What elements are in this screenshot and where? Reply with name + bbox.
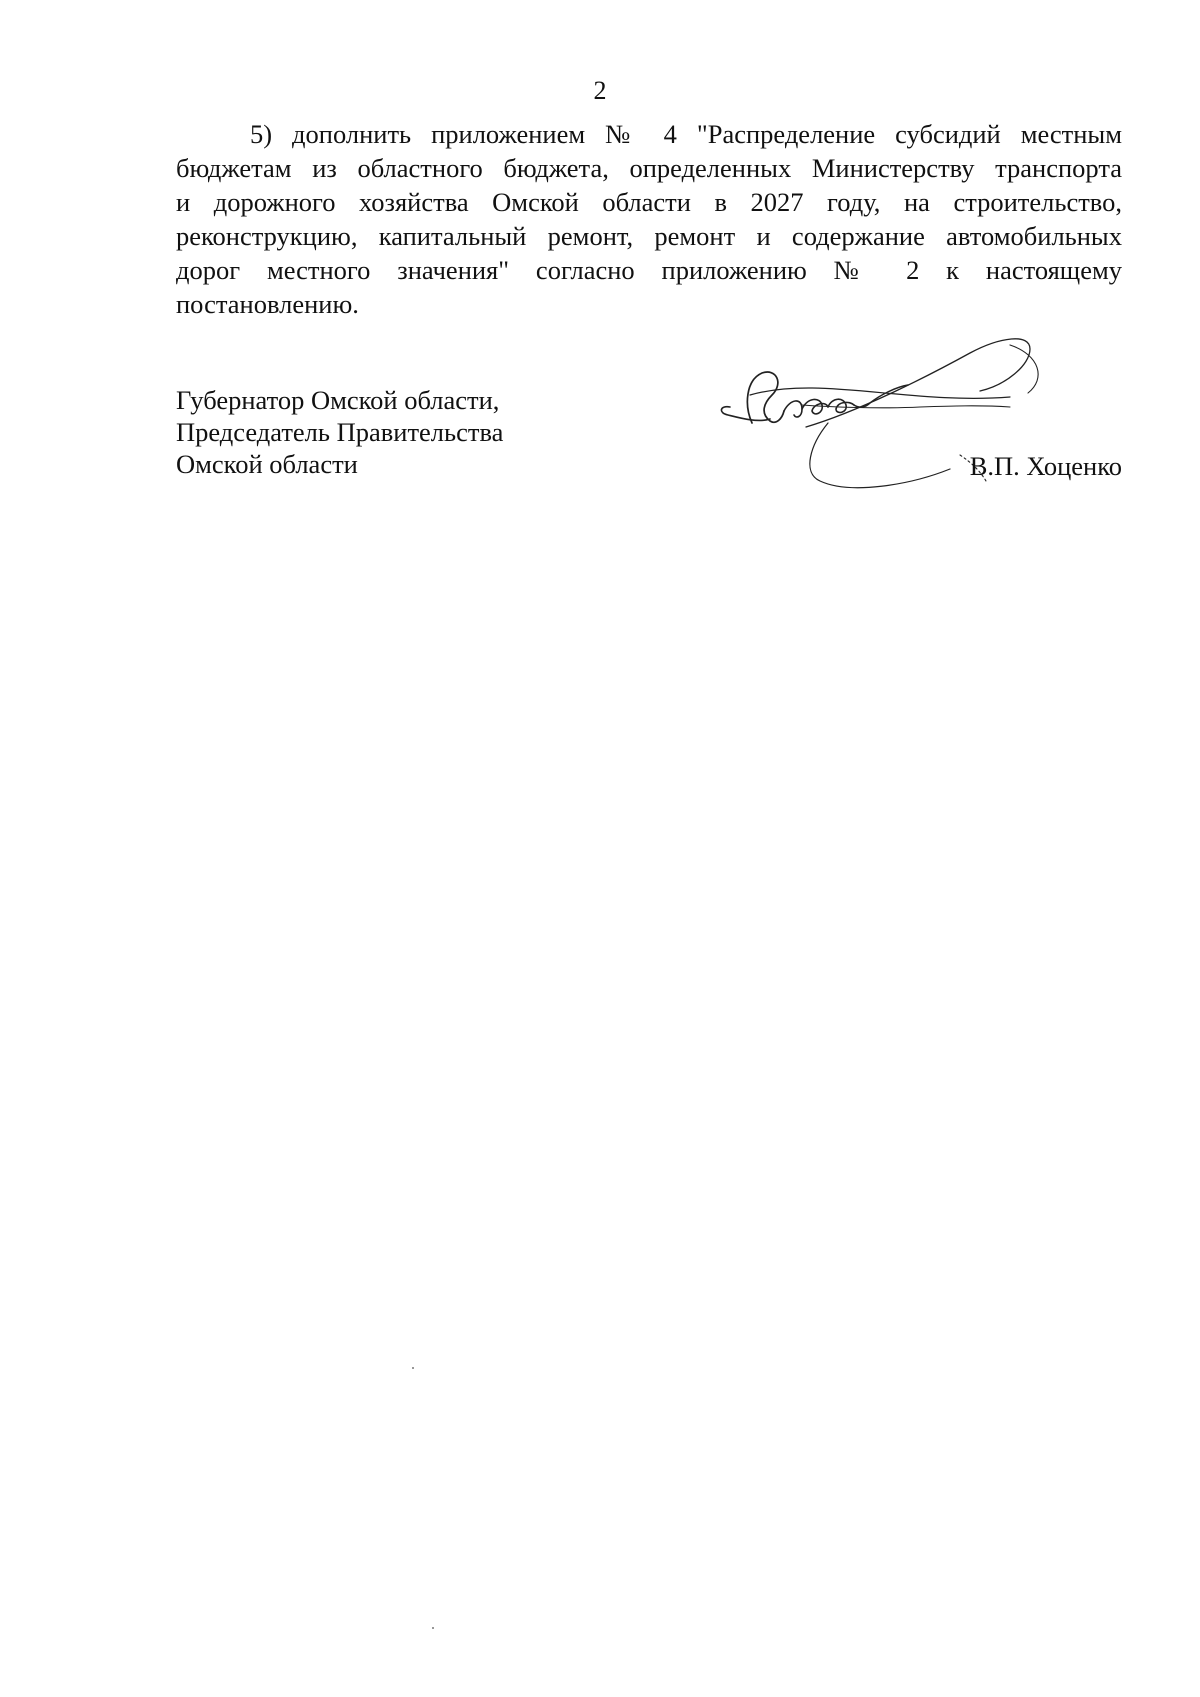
paragraph-line: дорог местного значения" согласно приложению № 2 к настоящему bbox=[176, 255, 1122, 285]
scan-speck bbox=[412, 1367, 414, 1369]
amendment-paragraph bbox=[176, 117, 1122, 321]
signatory-title-line: Омской области bbox=[176, 449, 358, 479]
page-number: 2 bbox=[593, 76, 607, 105]
paragraph-line: бюджетам из областного бюджета, определенных Министерству транспорта bbox=[176, 153, 1122, 183]
signatory-title-block bbox=[176, 384, 503, 480]
scan-speck bbox=[432, 1627, 434, 1629]
signatory-title-line: Губернатор Омской области, bbox=[176, 385, 500, 415]
paragraph-line: 5) дополнить приложением № 4 "Распределение субсидий местным bbox=[250, 119, 1122, 149]
paragraph-line: реконструкцию, капитальный ремонт, ремонт и содержание автомобильных bbox=[176, 221, 1122, 251]
signer-name: В.П. Хоценко bbox=[969, 451, 1122, 481]
paragraph-line: и дорожного хозяйства Омской области в 2027 году, на строительство, bbox=[176, 187, 1122, 217]
handwritten-signature-icon bbox=[710, 335, 1090, 525]
paragraph-line: постановлению. bbox=[176, 289, 359, 319]
signatory-title-line: Председатель Правительства bbox=[176, 417, 504, 447]
